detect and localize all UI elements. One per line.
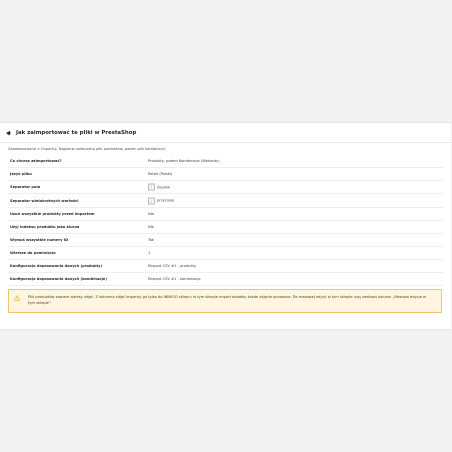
row-label: Konfiguracja dopasowania danych (produkty)	[10, 264, 103, 268]
row-value: Tak	[148, 238, 154, 242]
table-row	[8, 155, 443, 168]
row-label: Co chcesz zaimportować?	[10, 159, 62, 163]
row-label: Usuń wszystkie produkty przed importem	[10, 212, 95, 216]
table-row	[8, 273, 443, 286]
row-label: Wiersze do pominięcia	[10, 251, 56, 255]
row-label: Użyj indeksu produktu jako klucza	[10, 225, 80, 229]
row-value: 1	[148, 251, 151, 255]
row-label: Separator pola	[10, 185, 41, 189]
row-value-wrap	[148, 184, 170, 191]
panel-title: Jak zaimportować te pliki w PrestaShop	[16, 130, 137, 136]
megaphone-icon	[6, 130, 12, 136]
settings-table	[8, 155, 443, 297]
row-value: Polski (Polski)	[148, 172, 173, 176]
warning-text: Plik produktów zawiera adresy zdjęć. Z kolumną zdjęć importuj go tylko do INNEGO sklepu: w tym sklepie import dodałby każde zdjęcie ponownie. Do masowej edycji w tym sklepie użyj zestawu kolumn „Masowa edycja w tym sklepie”.	[28, 295, 426, 305]
separator-glyph: ,	[148, 197, 155, 204]
separator-glyph: ;	[148, 184, 155, 191]
row-label: Język pliku	[10, 172, 32, 176]
breadcrumb: Zaawansowane > Importuj. Najpierw zaimportuj plik produktów, potem plik kombinacji.	[8, 147, 166, 151]
row-value: Eksport CSV #1 - produkty	[148, 264, 197, 268]
table-row	[8, 221, 443, 234]
table-row	[8, 208, 443, 221]
panel-header	[6, 130, 136, 136]
row-value-wrap	[148, 197, 174, 204]
row-value: średnik	[157, 185, 171, 189]
warning-alert	[8, 289, 442, 313]
table-row	[8, 194, 443, 208]
import-instructions-panel	[0, 122, 451, 330]
table-row	[8, 181, 443, 194]
row-label: Wymuś wszystkie numery ID	[10, 238, 69, 242]
header-divider	[0, 142, 451, 143]
table-row	[8, 260, 443, 273]
row-value: Produkty, potem Kombinacje (Warianty)	[148, 159, 220, 163]
row-value: przecinek	[157, 198, 175, 203]
row-label: Konfiguracja dopasowania danych (kombinacje)	[10, 277, 107, 281]
row-value: Eksport CSV #1 - kombinacje	[148, 277, 201, 281]
row-value: Nie	[148, 212, 154, 216]
row-label: Separator wielokrotnych wartości	[10, 198, 79, 203]
table-row	[8, 234, 443, 247]
warning-triangle-icon	[14, 295, 20, 301]
table-row	[8, 168, 443, 181]
row-value: Nie	[148, 225, 154, 229]
table-row	[8, 247, 443, 260]
